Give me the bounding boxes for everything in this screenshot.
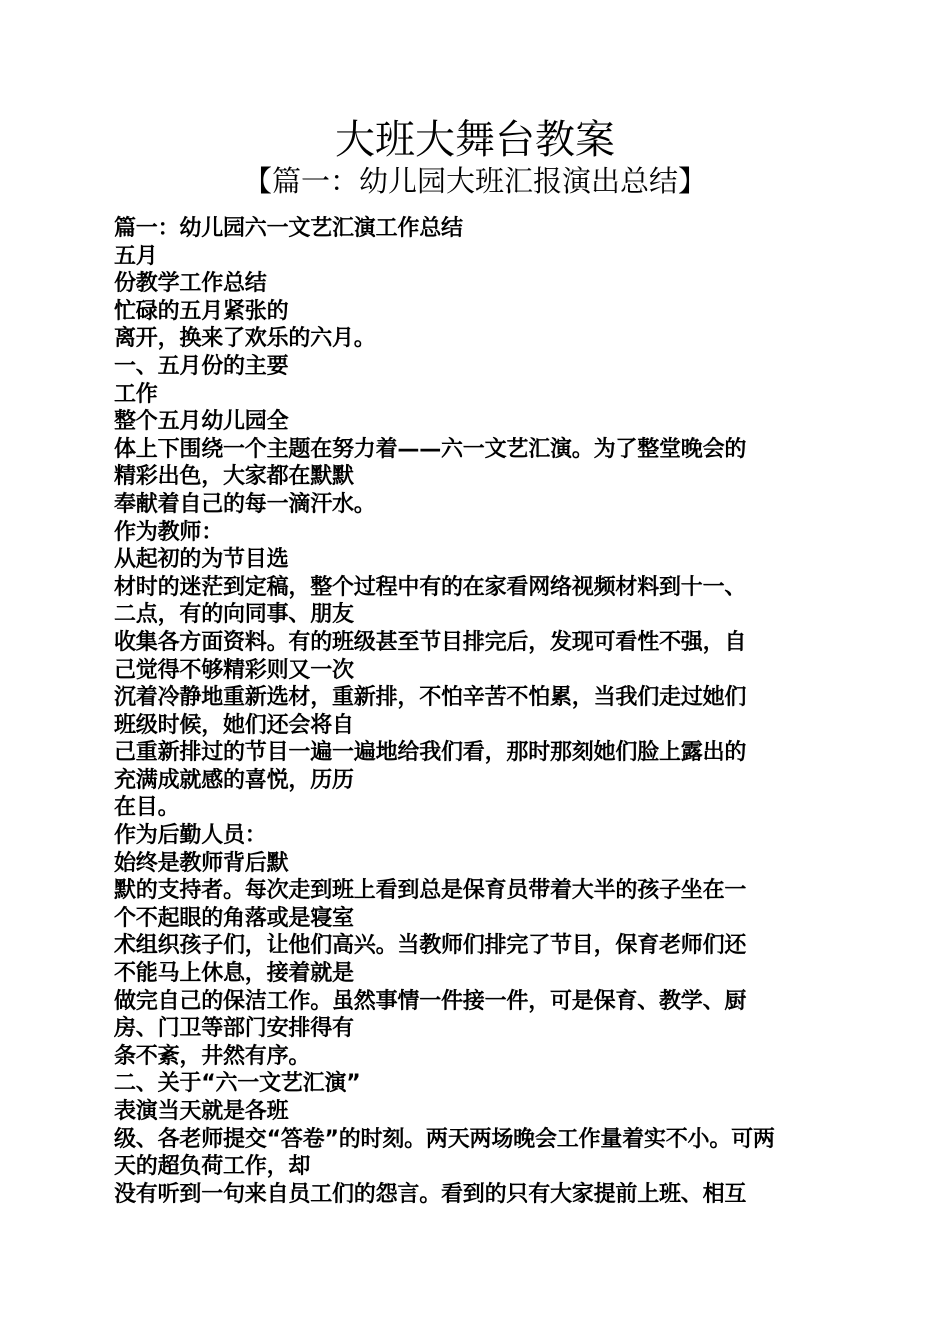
text-line: 条不紊，井然有序。 — [114, 1043, 311, 1069]
text-line: 做完自己的保洁工作。虽然事情一件接一件，可是保育、教学、厨 — [114, 988, 747, 1014]
text-line: 工作 — [114, 381, 158, 407]
text-line: 天的超负荷工作，却 — [114, 1154, 311, 1180]
document-body — [114, 215, 844, 1208]
text-line: 作为教师： — [114, 519, 224, 545]
text-line: 五月 — [114, 243, 158, 269]
text-line: 沉着冷静地重新选材，重新排，不怕辛苦不怕累，当我们走过她们 — [114, 685, 747, 711]
text-line: 在目。 — [114, 795, 180, 821]
text-line: 充满成就感的喜悦，历历 — [114, 767, 354, 793]
text-line: 个不起眼的角落或是寝室 — [114, 905, 354, 931]
text-line: 整个五月幼儿园全 — [114, 409, 289, 435]
text-line: 离开，换来了欢乐的六月。 — [114, 326, 376, 352]
text-line: 从起初的为节目选 — [114, 547, 289, 573]
text-line: 不能马上休息，接着就是 — [114, 961, 354, 987]
text-line: 没有听到一句来自员工们的怨言。看到的只有大家提前上班、相互 — [114, 1181, 747, 1207]
text-line: 精彩出色，大家都在默默 — [114, 464, 354, 490]
text-line: 材时的迷茫到定稿，整个过程中有的在家看网络视频材料到十一、 — [114, 574, 747, 600]
text-line: 二、关于“六一文艺汇演” — [114, 1071, 361, 1097]
text-line: 体上下围绕一个主题在努力着——六一文艺汇演。为了整堂晚会的 — [114, 436, 747, 462]
text-line: 默的支持者。每次走到班上看到总是保育员带着大半的孩子坐在一 — [114, 878, 747, 904]
text-line: 始终是教师背后默 — [114, 850, 289, 876]
document-title: 大班大舞台教案 — [335, 117, 615, 163]
document-subtitle: 【篇一：幼儿园大班汇报演出总结】 — [242, 164, 707, 198]
text-line: 表演当天就是各班 — [114, 1099, 289, 1124]
text-line: 房、门卫等部门安排得有 — [114, 1016, 354, 1042]
text-line: 级、各老师提交“答卷”的时刻。两天两场晚会工作量着实不小。可两 — [114, 1126, 775, 1152]
text-line: 奉献着自己的每一滴汗水。 — [114, 491, 376, 517]
text-line: 篇一：幼儿园六一文艺汇演工作总结 — [114, 216, 463, 241]
text-line: 一、五月份的主要 — [114, 353, 289, 379]
text-line: 己重新排过的节目一遍一遍地给我们看，那时那刻她们脸上露出的 — [114, 740, 747, 766]
text-line: 忙碌的五月紧张的 — [114, 298, 289, 324]
text-line: 作为后勤人员： — [114, 823, 267, 849]
text-line: 二点，有的向同事、朋友 — [114, 602, 354, 628]
text-line: 份教学工作总结 — [114, 271, 267, 297]
text-line: 班级时候，她们还会将自 — [114, 712, 354, 738]
text-line: 术组织孩子们，让他们高兴。当教师们排完了节目，保育老师们还 — [114, 933, 747, 959]
text-line: 己觉得不够精彩则又一次 — [114, 657, 354, 683]
text-line: 收集各方面资料。有的班级甚至节目排完后，发现可看性不强，自 — [114, 629, 747, 655]
